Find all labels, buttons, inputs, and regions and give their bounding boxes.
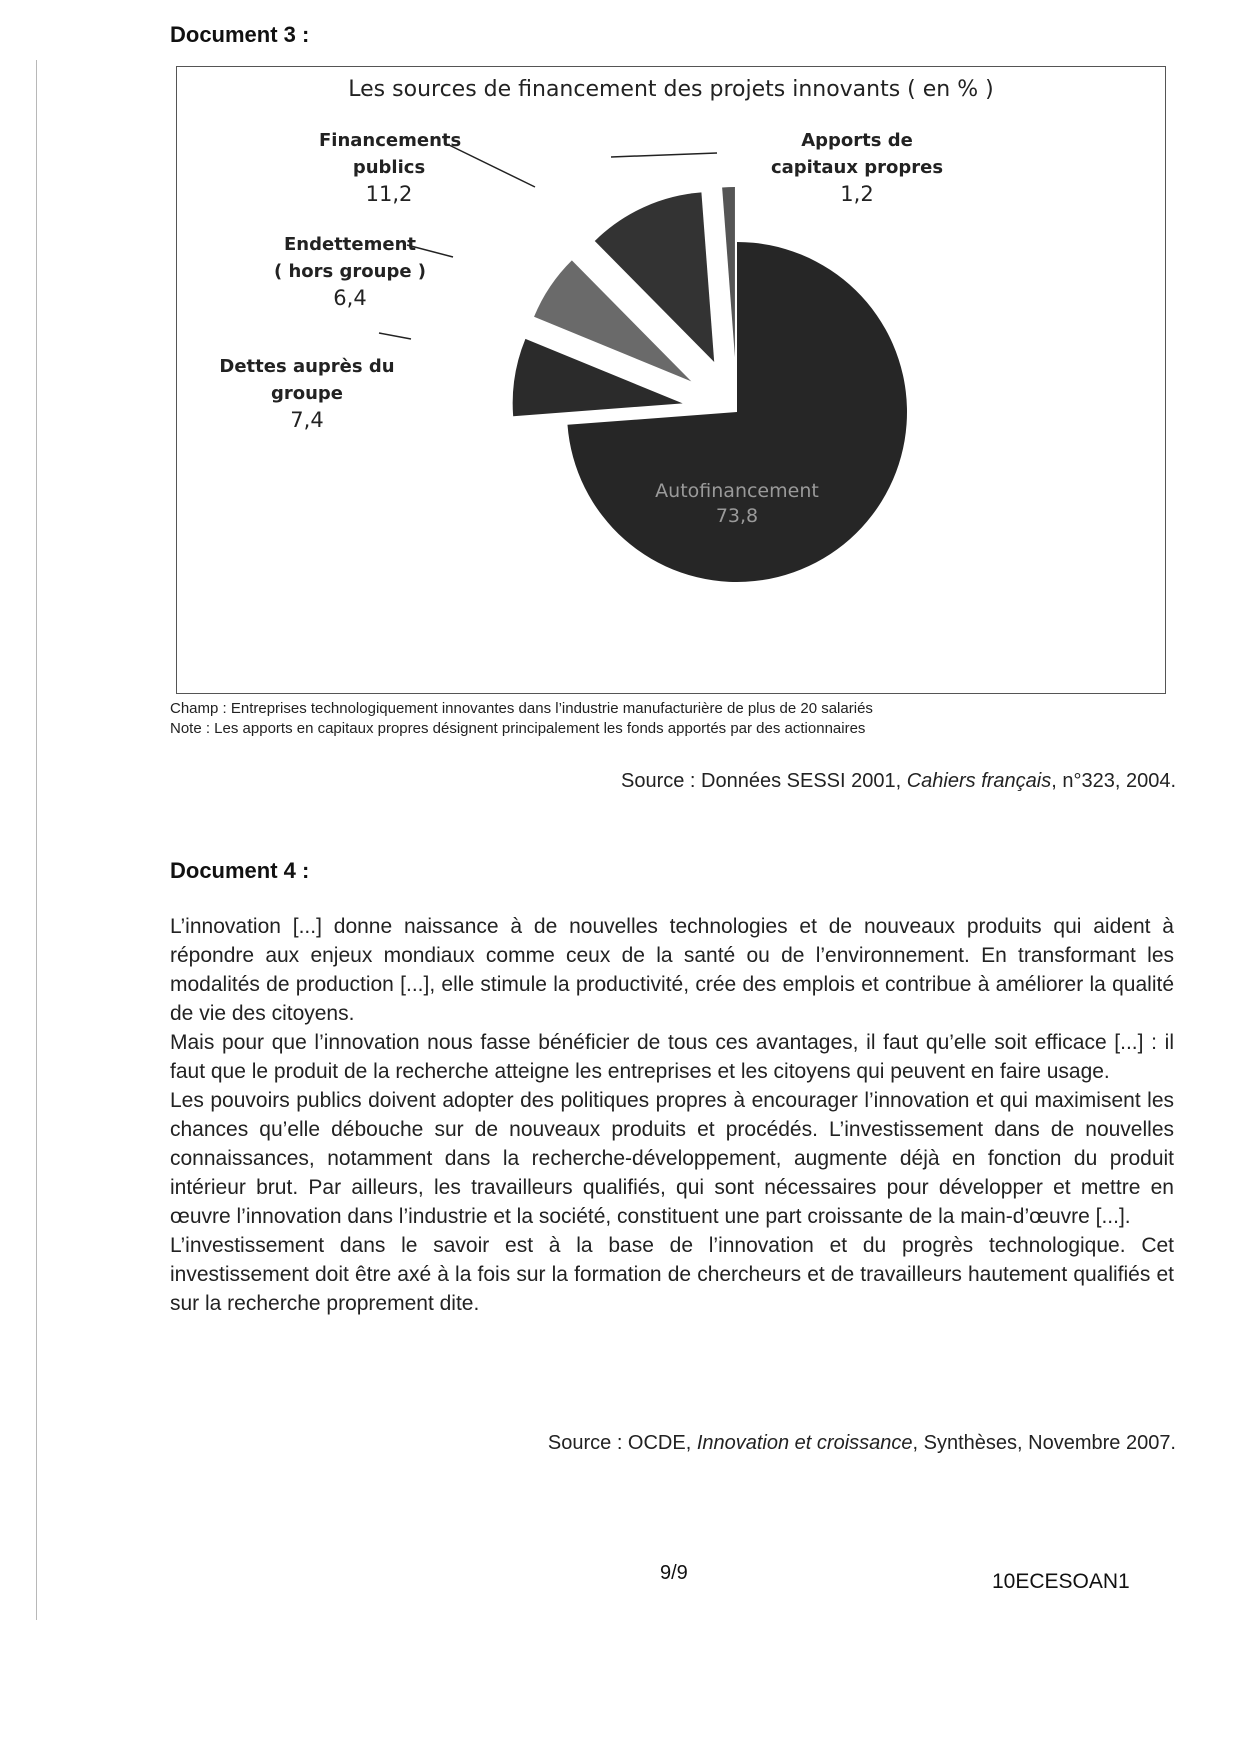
label-dettes-groupe <box>207 353 407 434</box>
chart-title: Les sources de financement des projets innovants ( en % ) <box>348 77 994 102</box>
document-4-source <box>548 1432 1176 1455</box>
leader-line-apports-capitaux <box>611 153 717 157</box>
document-code: 10ECESOAN1 <box>992 1570 1130 1593</box>
label-dettes-groupe-value: 7,4 <box>290 408 324 432</box>
label-endettement-line2: ( hors groupe ) <box>273 261 427 282</box>
label-apports-capitaux-value: 1,2 <box>840 182 874 206</box>
label-financements-publics-line1: Financements <box>319 130 462 151</box>
slice-autofinancement <box>567 242 907 582</box>
label-dettes-groupe-line2: groupe <box>270 383 344 404</box>
label-endettement <box>265 231 435 312</box>
document-3-source-prefix: Source : Données SESSI 2001, <box>620 770 907 792</box>
document-4-paragraph: Mais pour que l’innovation nous fasse bénéficier de tous ces avantages, il faut qu’elle soit efficace [...] : il faut que le produit de la recherche atteigne les entreprises et les citoyens qui peuvent en faire usage. <box>170 1031 1174 1083</box>
page-number: 9/9 <box>660 1562 688 1584</box>
document-4-body <box>170 912 1174 1318</box>
document-3-heading: Document 3 : <box>170 22 310 47</box>
document-3-source-title: Cahiers français <box>906 770 1052 792</box>
document-4-source-prefix: Source : OCDE, <box>547 1432 697 1454</box>
label-financements-publics-value: 11,2 <box>365 182 413 206</box>
label-financements-publics <box>319 127 462 208</box>
document-4-paragraph: L’investissement dans le savoir est à la base de l’innovation et du progrès technologique. Cet investissement doit être axé à la fois sur la formation de chercheurs et de travailleurs hautement qualifiés et sur la recherche proprement dite. <box>170 1234 1174 1315</box>
slice-autofinancement-value: 73,8 <box>715 505 759 527</box>
label-endettement-line1: Endettement <box>283 234 416 255</box>
leader-line-financements-publics <box>449 145 535 187</box>
document-4-heading: Document 4 : <box>170 858 310 883</box>
label-dettes-groupe-line1: Dettes auprès du <box>219 356 395 377</box>
label-apports-capitaux-line1: Apports de <box>801 130 913 151</box>
slice-autofinancement-label: Autofinancement <box>655 480 819 502</box>
binding-margin-line <box>36 60 37 1620</box>
label-endettement-value: 6,4 <box>333 286 367 310</box>
chart-note: Note : Les apports en capitaux propres désignent principalement les fonds apportés par des actionnaires <box>170 720 866 737</box>
document-3-source <box>621 770 1176 793</box>
document-4-source-title: Innovation et croissance <box>696 1432 913 1454</box>
document-3-source-suffix: , n°323, 2004. <box>1051 770 1176 792</box>
label-financements-publics-line2: publics <box>352 157 426 178</box>
pie-chart-frame <box>176 66 1166 694</box>
chart-champ-note: Champ : Entreprises technologiquement innovantes dans l’industrie manufacturière de plus de 20 salariés <box>170 700 873 717</box>
document-4-source-suffix: , Synthèses, Novembre 2007. <box>912 1432 1176 1454</box>
leader-line-dettes-groupe <box>379 333 411 339</box>
slice-apports-capitaux <box>722 187 735 357</box>
label-apports-capitaux <box>747 127 967 208</box>
document-4-paragraph: L’innovation [...] donne naissance à de nouvelles technologies et de nouveaux produits qui aident à répondre aux enjeux mondiaux comme ceux de la santé ou de l’environnement. En transformant les modalités de production [...], elle stimule la productivité, crée des emplois et contribue à améliorer la qualité de vie des citoyens. <box>170 915 1174 1025</box>
label-apports-capitaux-line2: capitaux propres <box>770 157 944 178</box>
document-4-paragraph: Les pouvoirs publics doivent adopter des politiques propres à encourager l’innovation et qui maximisent les chances qu’elle débouche sur de nouveaux produits et procédés. L’investissement dans de nouvelles connaissances, notamment dans la recherche-développement, augmente déjà en fonction du produit intérieur brut. Par ailleurs, les travailleurs qualifiés, qui sont nécessaires pour développer et mettre en œuvre l’innovation dans l’industrie et la société, constituent une part croissante de la main-d’œuvre [...]. <box>170 1089 1174 1228</box>
